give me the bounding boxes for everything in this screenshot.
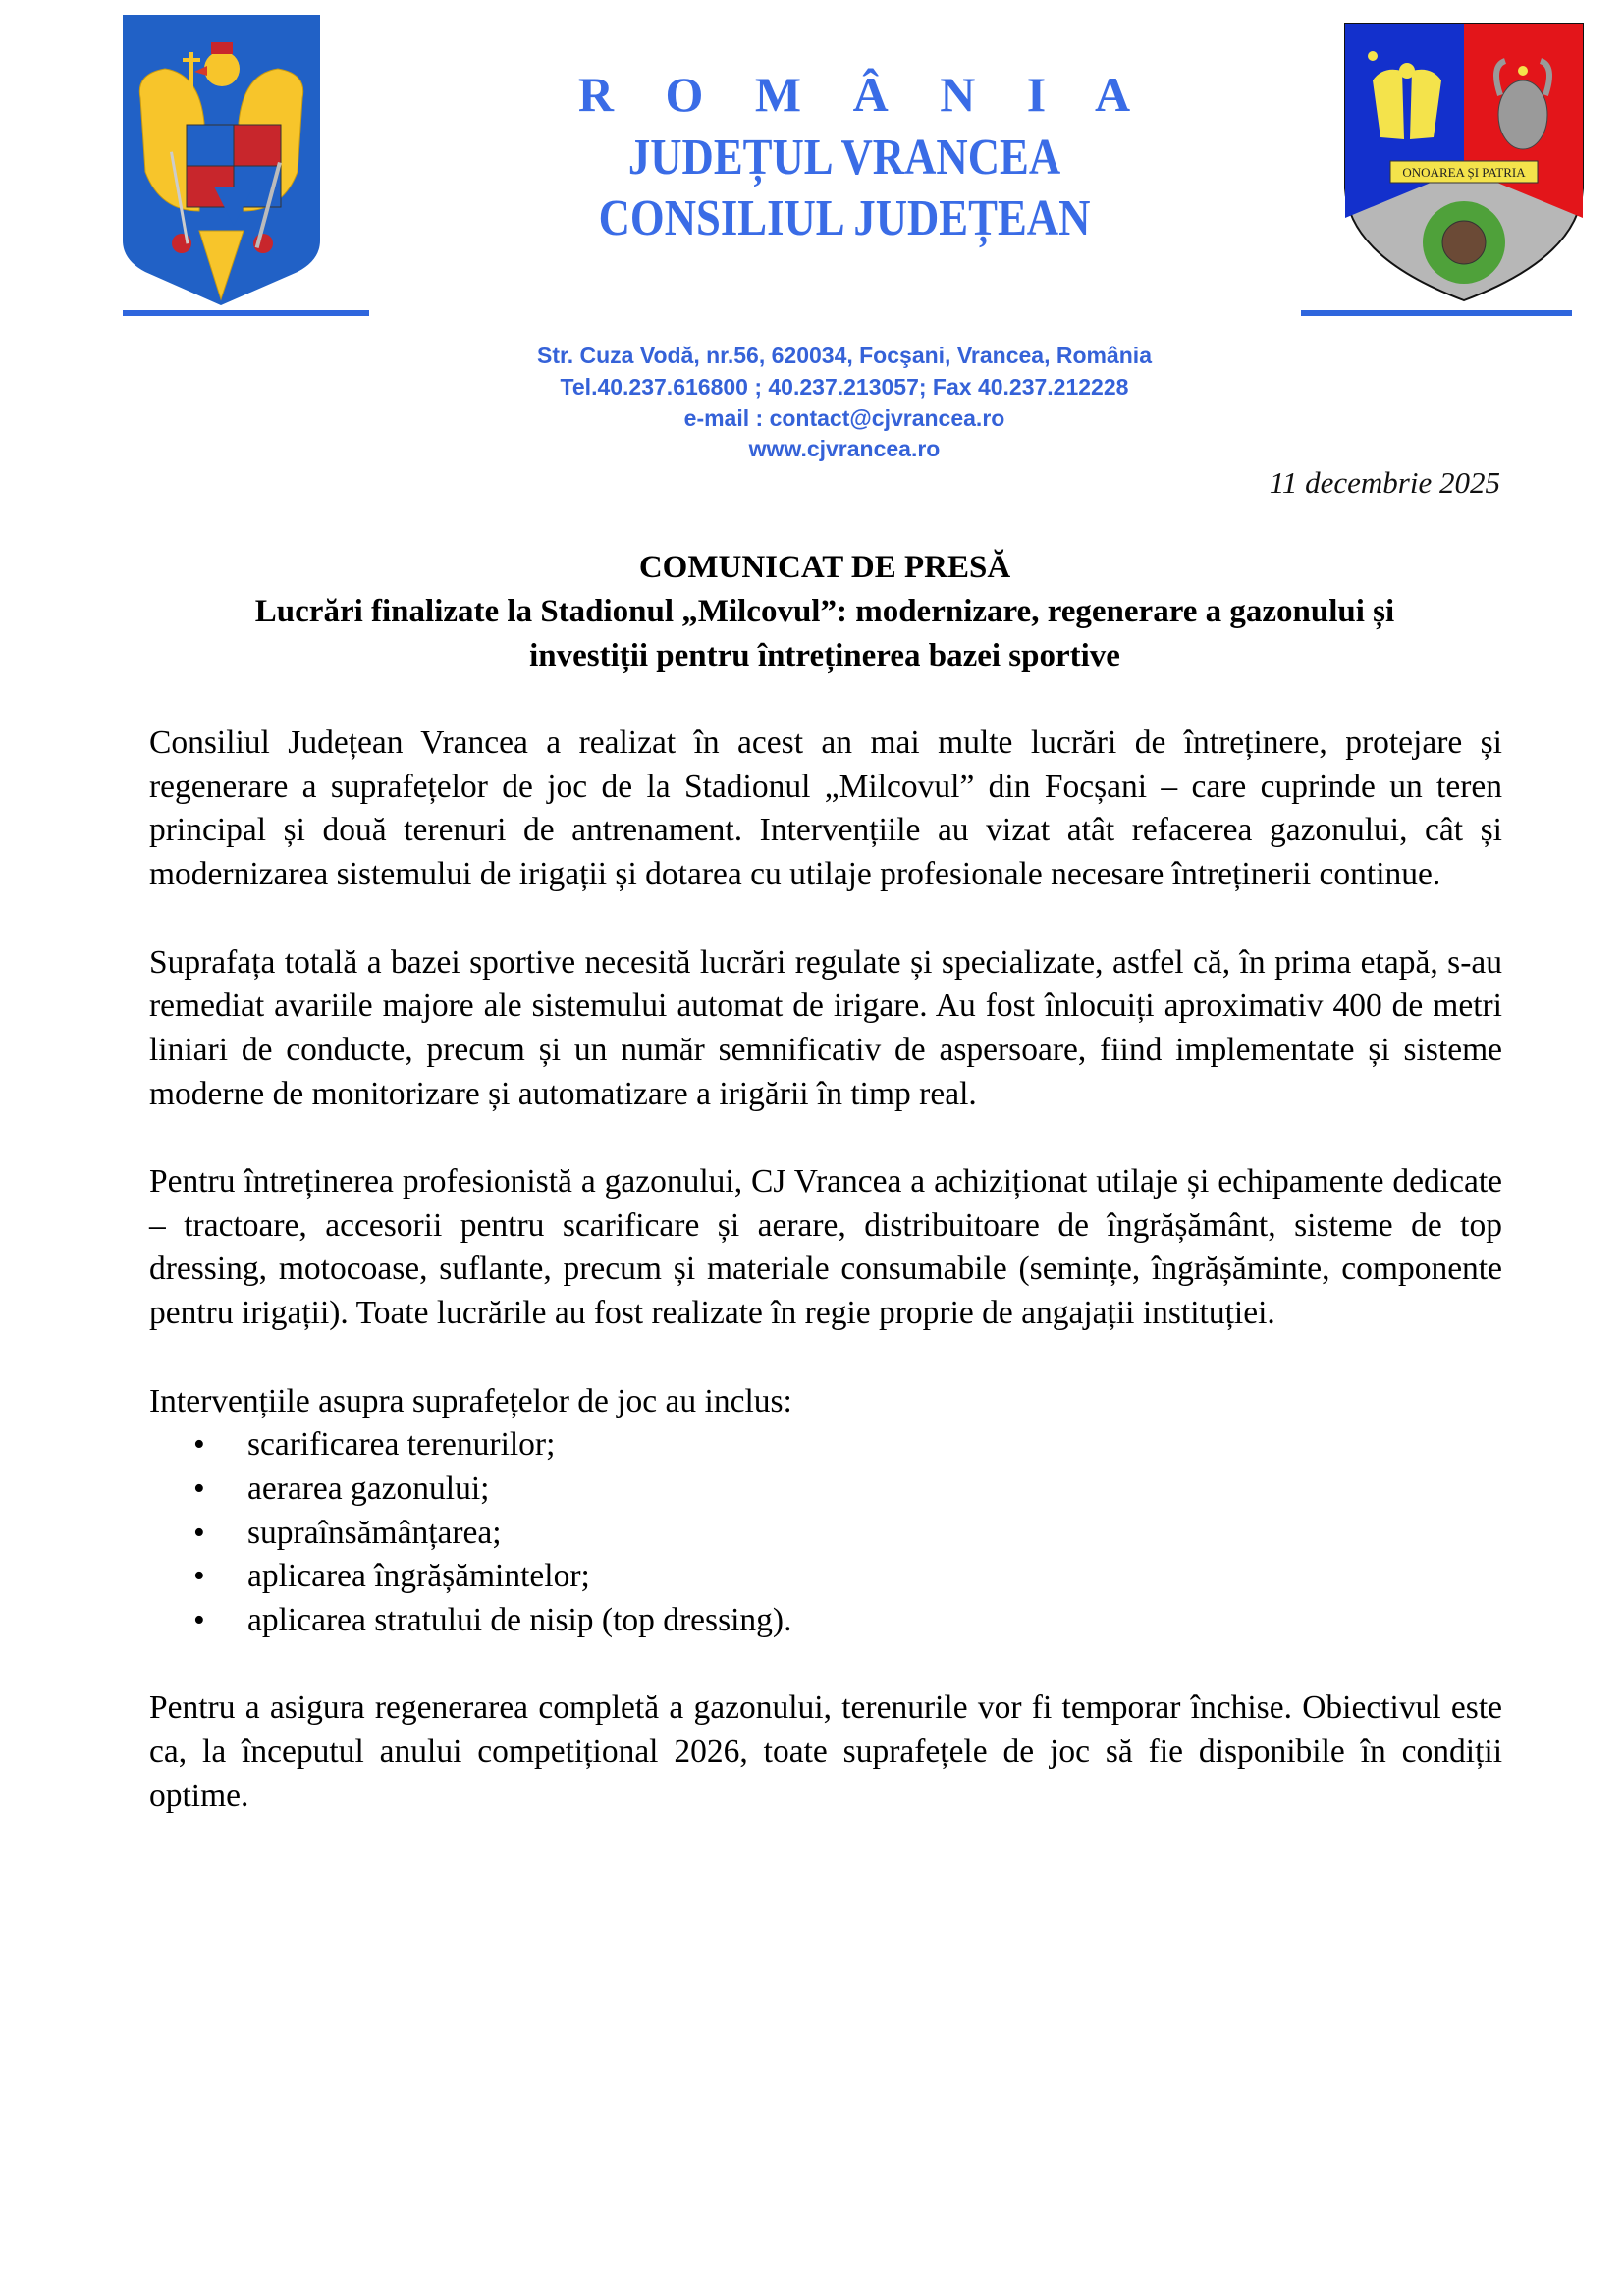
svg-text:ONOAREA ȘI PATRIA: ONOAREA ȘI PATRIA [1402,165,1526,180]
header-rule-right [1301,310,1572,316]
press-release-title-line2: investiții pentru întreținerea bazei sportive [529,638,1120,673]
contact-website[interactable]: www.cjvrancea.ro [748,436,941,461]
press-release-label: COMUNICAT DE PRESĂ [638,550,1011,585]
header-council: CONSILIUL JUDEȚEAN [598,190,1091,246]
press-release-body [149,721,1502,1862]
paragraph-intro: Consiliul Județean Vrancea a realizat în acest an mai multe lucrări de întreținere, protejare și regenerare a suprafețelor de joc de la Stadionul „Milcovul” din Focșani – care cuprinde un teren principal și două terenuri de antrenament. Intervențiile au vizat atât refacerea gazonului, cât și modernizarea sistemului de irigații și dotarea cu utilaje profesionale necesare întreținerii continue. [149,724,1502,893]
list-item: • supraînsămânțarea; [149,1512,1502,1556]
romania-coat-of-arms-icon [121,15,322,305]
vrancea-county-coat-of-arms-icon [1343,22,1585,302]
bullet-icon: • [193,1469,205,1507]
header-county: JUDEȚUL VRANCEA [627,130,1061,186]
bullet-icon: • [193,1602,205,1639]
list-item: • scarificarea terenurilor; [149,1423,1502,1468]
bullet-icon: • [193,1558,205,1595]
header-rule-left [123,310,369,316]
bullet-icon: • [193,1514,205,1551]
paragraph-irrigation: Suprafața totală a bazei sportive necesită lucrări regulate și specializate, astfel că, în prima etapă, s-au remediat avariile majore ale sistemului automat de irigare. Au fost înlocuiți aproximativ 400 de metri liniari de conducte, precum și un număr semnificativ de aspersoare, fiind implementate și sisteme moderne de monitorizare și automatizare a irigării în timp real. [149,943,1502,1112]
paragraph-interventions-intro: Intervențiile asupra suprafețelor de joc au inclus: [149,1382,792,1419]
document-date: 11 decembrie 2025 [1269,465,1500,500]
paragraph-closing: Pentru a asigura regenerarea completă a gazonului, terenurile vor fi temporar închise. Obiectivul este ca, la începutul anului competițional 2026, toate suprafețele de joc să fie disponibile în condiții optime. [149,1689,1502,1814]
contact-email[interactable]: e-mail : contact@cjvrancea.ro [683,405,1005,431]
list-item: • aplicarea stratului de nisip (top dressing). [149,1599,1502,1643]
list-item: • aplicarea îngrășămintelor; [149,1555,1502,1599]
contact-phone: Tel.40.237.616800 ; 40.237.213057; Fax 40.237.212228 [560,374,1129,400]
press-release-title-line1: Lucrări finalizate la Stadionul „Milcovul”: modernizare, regenerare a gazonului și [254,594,1395,629]
header-country: R O M Â N I A [577,67,1151,122]
interventions-list [149,1423,1502,1643]
bullet-icon: • [193,1426,205,1464]
contact-address: Str. Cuza Vodă, nr.56, 620034, Focşani, Vrancea, România [537,343,1152,368]
paragraph-equipment: Pentru întreținerea profesionistă a gazonului, CJ Vrancea a achiziționat utilaje și echipamente dedicate – tractoare, accesorii pentru scarificare și aerare, distribuitoare de îngrășământ, sisteme de top dressing, motocoase, suflante, precum și materiale consumabile (semințe, îngrășăminte, componente pentru irigații). Toate lucrările au fost realizate în regie proprie de angajații instituției. [149,1163,1502,1332]
list-item: • aerarea gazonului; [149,1468,1502,1512]
